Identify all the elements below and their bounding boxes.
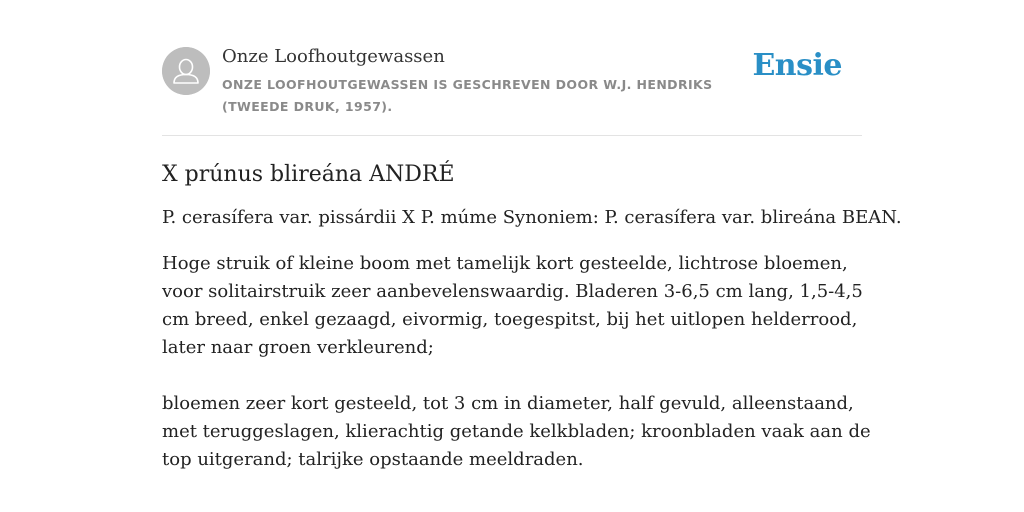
header-divider bbox=[162, 135, 862, 136]
entry-paragraph-2: bloemen zeer kort gesteeld, tot 3 cm in diameter, half gevuld, alleenstaand, met teruggeslagen, klierachtig getande kelkbladen; kroonbladen vaak aan de top uitgerand; talrijke opstaande meeldraden. bbox=[162, 393, 871, 470]
book-title[interactable]: Onze Loofhoutgewassen bbox=[222, 46, 445, 67]
book-subtitle: ONZE LOOFHOUTGEWASSEN IS GESCHREVEN DOOR W.J. HENDRIKS (TWEEDE DRUK, 1957). bbox=[222, 77, 713, 114]
user-icon bbox=[162, 47, 210, 95]
source-header bbox=[162, 44, 862, 136]
ensie-logo-link[interactable]: Ensie bbox=[752, 48, 842, 83]
entry-paragraph-1: Hoge struik of kleine boom met tamelijk kort gesteelde, lichtrose bloemen, voor solitairstruik zeer aanbevelenswaardig. Bladeren 3-6,5 cm lang, 1,5-4,5 cm breed, enkel gezaagd, eivormig, toegespitst, bij het uitlopen helderrood, later naar groen verkleurend; bbox=[162, 253, 863, 358]
entry-title: X prúnus blireána ANDRÉ bbox=[162, 162, 455, 187]
entry-synonym-line: P. cerasífera var. pissárdii X P. múme Synoniem: P. cerasífera var. blireána BEAN. bbox=[162, 207, 902, 228]
entry-content bbox=[162, 158, 902, 474]
